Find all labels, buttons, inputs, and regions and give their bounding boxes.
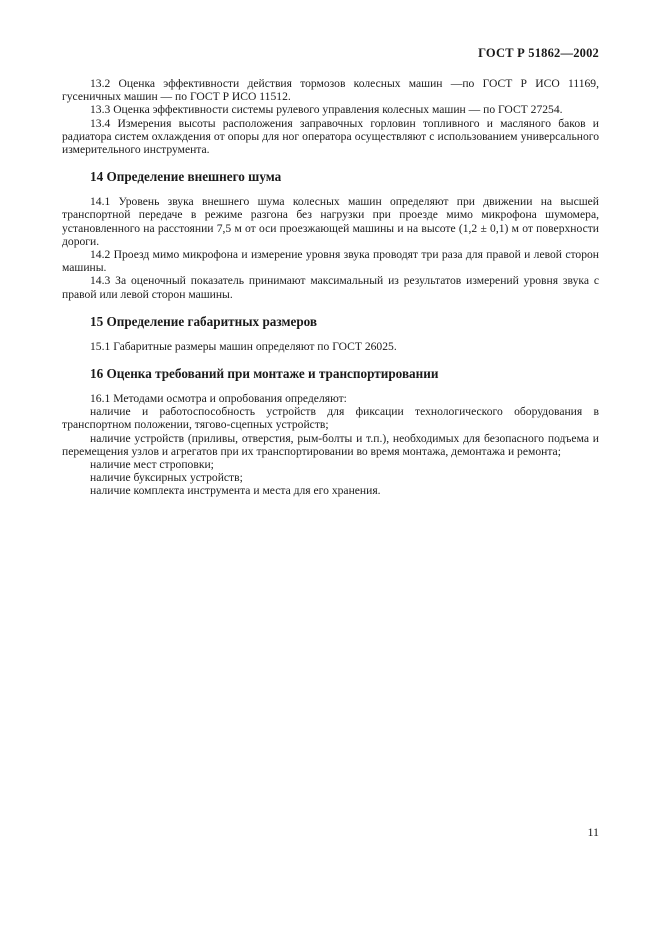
paragraph-13-2: 13.2 Оценка эффективности действия тормозов колесных машин —по ГОСТ Р ИСО 11169, гусеничных машин — по ГОСТ Р ИСО 11512. [62,77,599,104]
section-15 [62,314,599,353]
section-13 [62,77,599,156]
list-item-fixation: наличие и работоспособность устройств для фиксации технологического оборудования в транспортном положении, тягово-сцепных устройств; [62,405,599,432]
list-item-tools: наличие комплекта инструмента и места для его хранения. [90,484,381,498]
paragraph-14-3: 14.3 За оценочный показатель принимают максимальный из результатов измерений уровня звука с правой или левой сторон машины. [62,274,599,301]
section-16 [62,366,599,498]
paragraph-15-1: 15.1 Габаритные размеры машин определяют по ГОСТ 26025. [90,339,397,353]
paragraph-14-1: 14.1 Уровень звука внешнего шума колесных машин определяют при движении на высшей транспортной передаче в режиме разгона без нагрузки при проезде мимо микрофона шумомера, установленного на расстоянии 7,5 м от оси проезжающей машины и на высоте (1,2 ± 0,1) м от поверхности дороги. [62,195,599,248]
document-body [62,77,599,498]
paragraph-14-2: 14.2 Проезд мимо микрофона и измерение уровня звука проводят три раза для правой и левой сторон машины. [62,248,599,275]
page-number: 11 [587,825,599,839]
section-14-heading: 14 Определение внешнего шума [90,169,282,185]
paragraph-16-1: 16.1 Методами осмотра и опробования определяют: [90,392,347,406]
section-16-heading: 16 Оценка требований при монтаже и транспортировании [90,366,439,382]
list-item-slinging: наличие мест строповки; [90,458,214,472]
list-item-towing: наличие буксирных устройств; [90,471,243,485]
section-15-heading: 15 Определение габаритных размеров [90,313,318,329]
paragraph-13-4: 13.4 Измерения высоты расположения заправочных горловин топливного и масляного баков и радиатора систем охлаждения от опоры для ног оператора осуществляют с использованием универсального измерительного инструмента. [62,116,599,157]
document-code: ГОСТ Р 51862—2002 [478,46,599,60]
section-14 [62,169,599,301]
list-item-lifting: наличие устройств (приливы, отверстия, рым-болты и т.п.), необходимых для безопасного подъема и перемещения узлов и агрегатов при их транспортировании во время монтажа, демонтажа и ремонта; [62,431,599,458]
paragraph-13-3: 13.3 Оценка эффективности системы рулевого управления колесных машин — по ГОСТ 27254. [90,103,563,117]
